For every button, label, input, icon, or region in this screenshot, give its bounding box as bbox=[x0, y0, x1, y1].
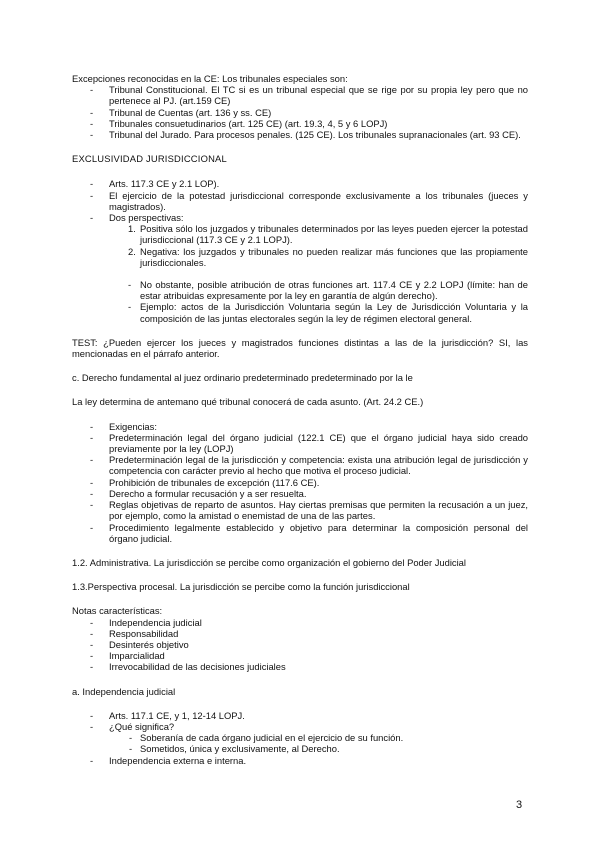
section-heading-derecho: c. Derecho fundamental al juez ordinario predeterminado predeterminado por la le bbox=[72, 372, 413, 384]
list-item: - Predeterminación legal del órgano judicial (122.1 CE) que el órgano judicial haya sido creado previamente por la ley (LOPJ) bbox=[90, 431, 528, 455]
exceptions-intro: Excepciones reconocidas en la CE: Los tribunales especiales son: bbox=[72, 73, 348, 84]
derecho-intro: La ley determina de antemano qué tribunal conocerá de cada asunto. (Art. 24.2 CE.) bbox=[72, 396, 424, 408]
list-item: - Independencia judicial bbox=[90, 616, 202, 628]
list-item: - Arts. 117.1 CE, y 1, 12-14 LOPJ. bbox=[90, 709, 245, 721]
notas-intro: Notas características: bbox=[72, 605, 163, 617]
page-number: 3 bbox=[516, 799, 523, 811]
list-item: - Imparcialidad bbox=[90, 650, 165, 662]
section-administrativa: 1.2. Administrativa. La jurisdicción se percibe como organización el gobierno del Poder Judicial bbox=[72, 556, 466, 568]
sub-list-item: - No obstante, posible atribución de otras funciones art. 117.4 CE y 2.2 LOPJ (límite: han de estar atribuidas expresamente por la ley en garantía de algún derecho). bbox=[128, 279, 528, 302]
list-item: - Tribunal del Jurado. Para procesos penales. (125 CE). Los tribunales supranacionales (art. 93 CE). bbox=[90, 129, 521, 141]
numbered-item: 2. Negativa: los juzgados y tribunales no pueden realizar más funciones que las propiamente jurisdiccionales. bbox=[128, 245, 528, 268]
list-item: - Tribunal Constitucional. El TC si es un tribunal especial que se rige por su propia ley pero que no pertenece al PJ. (art.159 CE) bbox=[90, 84, 528, 107]
list-item: - Exigencias: bbox=[90, 420, 157, 432]
list-item: - Dos perspectivas: bbox=[90, 212, 184, 224]
list-item: - ¿Qué significa? bbox=[90, 720, 175, 732]
list-item: - Predeterminación legal de la jurisdicción y competencia: exista una atribución legal de jurisdicción y competencia con carácter previo al hecho que motiva el proceso judicial. bbox=[90, 454, 528, 477]
section-procesal: 1.3.Perspectiva procesal. La jurisdicción se percibe como la función jurisdiccional bbox=[72, 581, 410, 593]
section-heading-exclusividad: EXCLUSIVIDAD JURISDICCIONAL bbox=[72, 153, 227, 165]
sub-list-item: - Soberanía de cada órgano judicial en el ejercicio de su función. bbox=[129, 732, 404, 744]
list-item: - Prohibición de tribunales de excepción (117.6 CE). bbox=[90, 476, 320, 488]
list-item: - Responsabilidad bbox=[90, 627, 179, 639]
section-heading-independencia: a. Independencia judicial bbox=[72, 685, 176, 697]
list-item: - Reglas objetivas de reparto de asuntos. Hay ciertas premisas que permiten la recusación a un juez, por ejemplo, como la amistad o enemistad de una de las partes. bbox=[90, 499, 528, 522]
numbered-item: 1. Positiva sólo los juzgados y tribunales determinados por las leyes pueden ejercer la potestad jurisdiccional (117.3 CE y 2.1 LOPJ). bbox=[128, 223, 528, 246]
document-page bbox=[72, 73, 528, 766]
list-item: - Procedimiento legalmente establecido y objetivo para determinar la composición personal del órgano judicial. bbox=[90, 521, 528, 544]
list-item: - Arts. 117.3 CE y 2.1 LOP). bbox=[90, 178, 220, 190]
list-item: - Tribunales consuetudinarios (art. 125 CE) (art. 19.3, 4, 5 y 6 LOPJ) bbox=[90, 117, 388, 129]
list-item: - El ejercicio de la potestad jurisdiccional corresponde exclusivamente a los tribunales (jueces y magistrados). bbox=[90, 189, 528, 212]
list-item: - Tribunal de Cuentas (art. 136 y ss. CE) bbox=[90, 106, 272, 118]
list-item: - Derecho a formular recusación y a ser resuelta. bbox=[90, 487, 307, 499]
test-paragraph: TEST: ¿Pueden ejercer los jueces y magistrados funciones distintas a las de la jurisdicción? SI, las mencionadas en el párrafo anterior. bbox=[72, 336, 528, 360]
sub-list-item: - Ejemplo: actos de la Jurisdicción Voluntaria según la Ley de Jurisdicción Voluntaria y la composición de las juntas electorales según la ley de régimen electoral general. bbox=[128, 301, 528, 324]
list-item: - Independencia externa e interna. bbox=[90, 754, 247, 766]
sub-list-item: - Sometidos, única y exclusivamente, al Derecho. bbox=[129, 743, 340, 755]
list-item: - Irrevocabilidad de las decisiones judiciales bbox=[90, 661, 286, 673]
list-item: - Desinterés objetivo bbox=[90, 638, 189, 650]
